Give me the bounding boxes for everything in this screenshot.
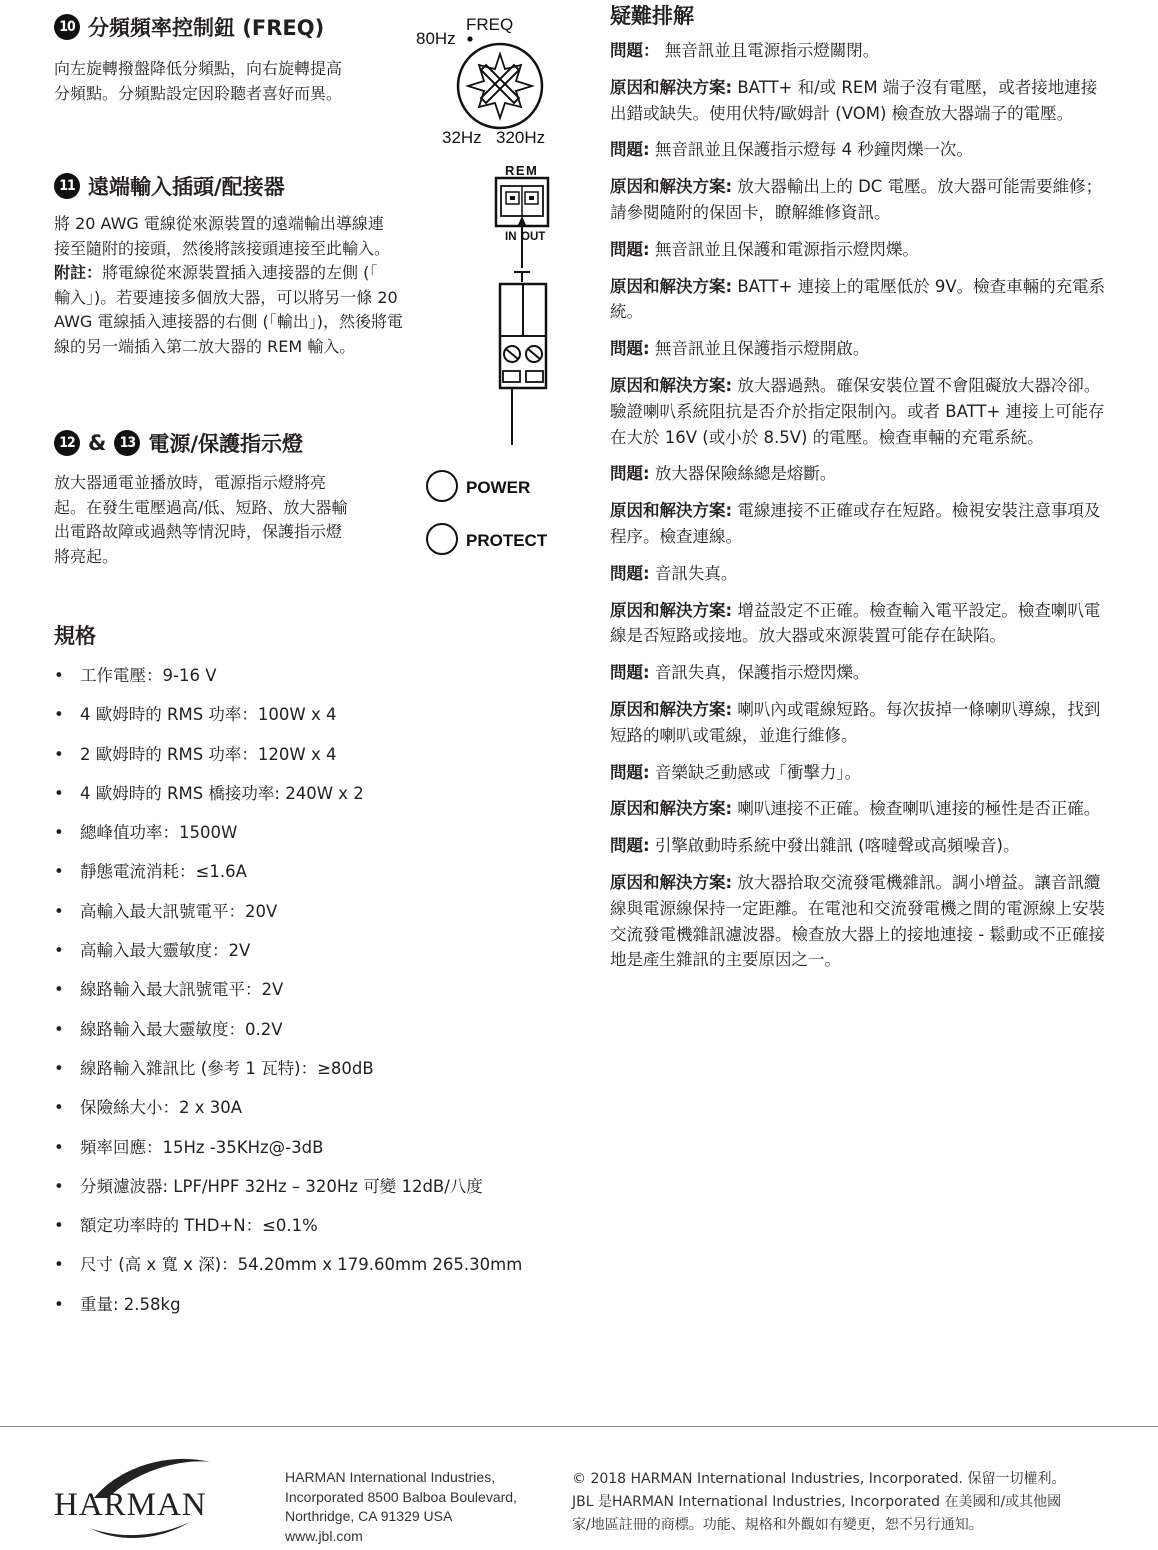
spec-item <box>54 862 594 901</box>
bullet-icon: • <box>54 1137 64 1157</box>
bullet-icon: • <box>54 1058 64 1078</box>
spec-text: 總峰值功率：1500W <box>80 823 238 843</box>
rem-title: 遠端輸入插頭/配接器 <box>88 175 285 199</box>
troubleshooting-title: 疑難排解 <box>610 4 694 28</box>
solution-label: 原因和解決方案: <box>610 77 733 97</box>
solution-text: BATT+ 和/或 REM 端子沒有電壓，或者接地連接出錯或缺失。使用伏特/歐姆計 (VOM) 檢查放大器端子的電壓。 <box>610 77 1098 123</box>
solution-entry <box>610 75 1110 127</box>
problem-text: 無音訊並且電源指示燈關閉。 <box>664 41 880 60</box>
bullet-icon: • <box>54 901 64 921</box>
solution-label: 原因和解決方案: <box>610 375 733 395</box>
problem-text: 無音訊並且保護指示燈開啟。 <box>654 339 870 359</box>
problem-label: 問題: <box>610 563 650 583</box>
bullet-icon: • <box>54 823 64 843</box>
solution-text: 喇叭連接不正確。檢查喇叭連接的極性是否正確。 <box>737 799 1101 819</box>
spec-text: 分頻濾波器: LPF/HPF 32Hz – 320Hz 可變 12dB/八度 <box>80 1176 483 1196</box>
problem-entry <box>610 237 1110 263</box>
solution-label: 原因和解決方案: <box>610 699 733 719</box>
spec-text: 保險絲大小：2 x 30A <box>80 1098 243 1118</box>
leds-body-line: 放大器通電並播放時，電源指示燈將亮 <box>54 473 327 492</box>
solution-label: 原因和解決方案: <box>610 177 733 197</box>
rem-in-label: IN <box>505 231 517 243</box>
footer-website[interactable]: www.jbl.com <box>285 1527 363 1544</box>
leds-ampersand: & <box>88 431 107 455</box>
problem-entry <box>610 760 1110 786</box>
solution-label: 原因和解決方案: <box>610 501 733 521</box>
freq-body-line: 向左旋轉撥盤降低分頻點，向右旋轉提高 <box>54 59 343 78</box>
leds-body-line: 出電路故障或過熱等情況時，保護指示燈 <box>54 522 343 541</box>
solution-label: 原因和解決方案: <box>610 276 733 296</box>
spec-item <box>54 784 594 823</box>
footer-address <box>285 1468 517 1546</box>
bullet-icon: • <box>54 1294 64 1314</box>
protect-led-label: PROTECT <box>466 531 548 550</box>
solution-label: 原因和解決方案: <box>610 799 733 819</box>
solution-text: BATT+ 連接上的電壓低於 9V。檢查車輛的充電系統。 <box>610 276 1106 322</box>
problem-entry <box>610 461 1110 487</box>
rem-connector-diagram <box>488 158 568 448</box>
solution-text: 放大器拾取交流發電機雜訊。調小增益。讓音訊纜線與電源線保持一定距離。在電池和交流發電機之間的電源線上安裝交流發電機雜訊濾波器。檢查放大器上的接地連接 - 鬆動或不正確接地是產生雜訊的主要原因之一。 <box>610 872 1105 970</box>
problem-label: 問題: <box>610 762 650 782</box>
problem-text: 放大器保險絲總是熔斷。 <box>654 464 837 484</box>
spec-item <box>54 745 594 784</box>
harman-logo <box>50 1452 240 1542</box>
bullet-icon: • <box>54 941 64 961</box>
spec-text: 重量: 2.58kg <box>80 1294 181 1314</box>
bullet-icon: • <box>54 1176 64 1196</box>
bullet-icon: • <box>54 1216 64 1236</box>
spec-item <box>54 666 594 705</box>
solution-entry <box>610 796 1110 822</box>
bullet-icon: • <box>54 744 64 764</box>
bullet-icon: • <box>54 980 64 1000</box>
spec-item <box>54 823 594 862</box>
solution-entry <box>610 174 1110 226</box>
solution-text: 放大器過熱。確保安裝位置不會阻礙放大器冷卻。驗證喇叭系統阻抗是否介於指定限制內。或者 BATT+ 連接上可能存在大於 16V (或小於 8.5V) 的電壓。檢查車輛的充電系統。 <box>610 375 1105 447</box>
solution-entry <box>610 697 1110 749</box>
specs-title: 規格 <box>54 624 96 648</box>
problem-text: 引擎啟動時系統中發出雜訊 (喀噠聲或高頻噪音)。 <box>654 836 1020 856</box>
spec-text: 尺寸 (高 x 寬 x 深)：54.20mm x 179.60mm 265.30mm <box>80 1255 523 1275</box>
spec-item <box>54 1295 594 1334</box>
section-number-badge: 12 <box>54 430 80 456</box>
problem-text: 無音訊並且保護和電源指示燈閃爍。 <box>654 239 919 259</box>
spec-text: 高輸入最大靈敏度：2V <box>80 941 251 961</box>
spec-item <box>54 1255 594 1294</box>
rem-body-line: 將 20 AWG 電線從來源裝置的遠端輸出導線連 <box>54 214 384 233</box>
solution-entry <box>610 373 1110 450</box>
problem-entry <box>610 561 1110 587</box>
solution-entry <box>610 274 1110 326</box>
bullet-icon: • <box>54 783 64 803</box>
section-number-badge: 10 <box>54 14 80 40</box>
leds-body-line: 將亮起。 <box>54 546 119 566</box>
solution-label: 原因和解決方案: <box>610 872 733 892</box>
solution-text: 電線連接不正確或存在短路。檢視安裝注意事項及程序。檢查連線。 <box>610 501 1101 546</box>
troubleshooting-list <box>610 38 1110 984</box>
spec-item <box>54 941 594 980</box>
led-indicators-diagram <box>422 468 562 558</box>
rem-note <box>54 261 484 286</box>
problem-entry <box>610 336 1110 362</box>
spec-item <box>54 1059 594 1098</box>
freq-body <box>54 57 424 106</box>
problem-label: 問題： <box>610 41 660 60</box>
footer-address-line: Incorporated 8500 Balboa Boulevard, <box>285 1488 517 1505</box>
bullet-icon: • <box>54 1255 64 1275</box>
freq-knob-low-label: 32Hz <box>442 128 482 147</box>
spec-text: 線路輸入最大訊號電平：2V <box>80 980 284 1000</box>
rem-note-line: 線的另一端插入第二放大器的 REM 輸入。 <box>54 336 356 356</box>
bullet-icon: • <box>54 705 64 725</box>
leds-title: 電源/保護指示燈 <box>148 432 303 456</box>
problem-label: 問題: <box>610 339 650 359</box>
rem-note-line: 將電線從來源裝置插入連接器的左側 (「 <box>102 263 378 282</box>
rem-out-label: OUT <box>521 231 546 243</box>
freq-heading <box>54 12 324 42</box>
solution-entry <box>610 598 1110 650</box>
freq-knob-high-label: 320Hz <box>496 128 546 147</box>
spec-text: 工作電壓：9-16 V <box>80 666 217 685</box>
spec-item <box>54 1138 594 1177</box>
bullet-icon: • <box>54 1019 64 1039</box>
leds-body-line: 起。在發生電壓過高/低、短路、放大器輸 <box>54 497 348 517</box>
freq-title: 分頻頻率控制鈕 (FREQ) <box>88 16 325 40</box>
spec-text: 4 歐姆時的 RMS 功率：100W x 4 <box>80 705 337 725</box>
bullet-icon: • <box>54 666 64 685</box>
problem-text: 音訊失真。 <box>654 563 738 583</box>
problem-label: 問題: <box>610 464 650 484</box>
specs-list <box>54 666 594 1334</box>
spec-text: 頻率回應：15Hz -35KHz@-3dB <box>80 1137 324 1157</box>
leds-body <box>54 471 424 569</box>
problem-entry <box>610 137 1110 163</box>
problem-label: 問題: <box>610 836 650 856</box>
spec-item <box>54 1177 594 1216</box>
footer-divider <box>0 1426 1158 1427</box>
solution-text: 增益設定不正確。檢查輸入電平設定。檢查喇叭電線是否短路或接地。放大器或來源裝置可能存在缺陷。 <box>610 600 1101 646</box>
spec-text: 線路輸入最大靈敏度：0.2V <box>80 1019 283 1039</box>
section-number-badge: 11 <box>54 173 80 199</box>
spec-item <box>54 980 594 1019</box>
freq-knob-label: FREQ <box>466 15 514 34</box>
problem-text: 音樂缺乏動感或「衝擊力」。 <box>654 762 862 782</box>
solution-text: 喇叭內或電線短路。每次拔掉一條喇叭導線，找到短路的喇叭或電線，並進行維修。 <box>610 699 1101 745</box>
spec-item <box>54 705 594 744</box>
rem-port-label: REM <box>505 163 539 178</box>
problem-text: 無音訊並且保護指示燈每 4 秒鐘閃爍一次。 <box>654 140 973 160</box>
footer-copyright-line: JBL 是HARMAN International Industries, Incorporated 在美國和/或其他國 <box>572 1494 1062 1510</box>
solution-label: 原因和解決方案: <box>610 600 733 620</box>
rem-heading <box>54 171 285 201</box>
freq-knob-min-label: 80Hz <box>416 29 456 48</box>
bullet-icon: • <box>54 1098 64 1118</box>
spec-item <box>54 1098 594 1137</box>
problem-text: 音訊失真，保護指示燈閃爍。 <box>654 663 870 683</box>
protect-led <box>427 524 457 554</box>
solution-text: 放大器輸出上的 DC 電壓。放大器可能需要維修；請參閱隨附的保固卡，瞭解維修資訊。 <box>610 177 1103 222</box>
footer-copyright-line: 家/地區註冊的商標。功能、規格和外觀如有變更，恕不另行通知。 <box>572 1517 983 1533</box>
harman-logo-wordmark: HARMAN <box>54 1487 207 1523</box>
spec-text: 額定功率時的 THD+N：≤0.1% <box>80 1216 318 1236</box>
spec-item <box>54 1216 594 1255</box>
power-led-label: POWER <box>466 478 531 497</box>
problem-entry <box>610 833 1110 859</box>
spec-item <box>54 902 594 941</box>
problem-entry <box>610 38 1110 64</box>
footer-address-line: HARMAN International Industries, <box>285 1469 496 1485</box>
spec-text: 靜態電流消耗：≤1.6A <box>80 862 247 882</box>
section-number-badge: 13 <box>114 430 140 456</box>
spec-text: 線路輸入雜訊比 (參考 1 瓦特)：≥80dB <box>80 1058 374 1078</box>
spec-item <box>54 1020 594 1059</box>
problem-entry <box>610 660 1110 686</box>
bullet-icon: • <box>54 862 64 882</box>
rem-note-line: AWG 電線插入連接器的右側 (「輸出」)，然後將電 <box>54 312 403 331</box>
rem-note-label: 附註： <box>54 263 103 282</box>
problem-label: 問題: <box>610 663 650 683</box>
spec-text: 4 歐姆時的 RMS 橋接功率: 240W x 2 <box>80 783 364 803</box>
power-led <box>427 471 457 501</box>
solution-entry <box>610 870 1110 973</box>
spec-text: 2 歐姆時的 RMS 功率：120W x 4 <box>80 744 337 764</box>
footer-address-line: Northridge, CA 91329 USA <box>285 1508 453 1524</box>
spec-text: 高輸入最大訊號電平：20V <box>80 901 278 921</box>
freq-body-line: 分頻點。分頻點設定因聆聽者喜好而異。 <box>54 83 343 103</box>
rem-body-line: 接至隨附的接頭，然後將該接頭連接至此輸入。 <box>54 238 391 258</box>
freq-knob-diagram <box>410 8 560 150</box>
leds-heading <box>54 428 303 458</box>
footer-copyright-line: © 2018 HARMAN International Industries, Incorporated. 保留一切權利。 <box>572 1471 1066 1487</box>
problem-label: 問題: <box>610 140 650 160</box>
footer-copyright <box>572 1468 1065 1537</box>
rem-body <box>54 212 484 359</box>
solution-entry <box>610 498 1110 550</box>
rem-note-line: 輸入」)。若要連接多個放大器，可以將另一條 20 <box>54 287 398 307</box>
problem-label: 問題: <box>610 239 650 259</box>
